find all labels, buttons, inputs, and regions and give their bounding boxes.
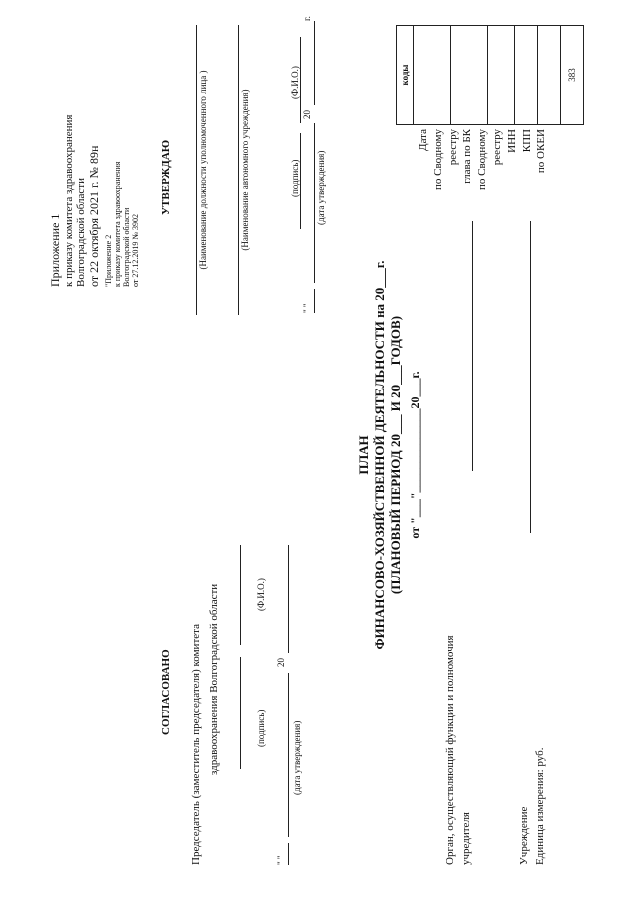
code-label-registry1: по Сводному	[431, 129, 444, 191]
appendix-line3: Волгоградской области	[75, 178, 87, 287]
approve-position-line	[196, 25, 197, 315]
code-label-registry1b: реестру	[446, 129, 459, 166]
agreed-name-line	[240, 545, 241, 645]
code-label-bk: глава по БК	[461, 129, 474, 184]
agreed-title: СОГЛАСОВАНО	[160, 649, 172, 735]
approve-signature-caption: (подпись)	[290, 159, 300, 197]
institution-value-line	[530, 221, 531, 533]
approve-day-line	[314, 289, 315, 313]
agreed-line1: Председатель (заместитель председателя) комитета	[190, 624, 202, 865]
appendix-block	[48, 27, 140, 287]
approve-year-line	[314, 21, 315, 105]
codes-labels	[416, 129, 549, 219]
agreed-year-line	[288, 545, 289, 653]
plan-title2: ФИНАНСОВО-ХОЗЯЙСТВЕННОЙ ДЕЯТЕЛЬНОСТИ на 20___г.	[372, 260, 387, 650]
agreed-name-caption: (Ф.И.О.)	[256, 578, 266, 611]
code-cell-registry	[451, 26, 488, 125]
appendix-prev4: от 27.12.2019 № 3902	[131, 213, 140, 287]
approve-year-prefix: 20	[302, 110, 312, 119]
agreed-date-caption: (дата утверждения)	[292, 720, 302, 795]
code-cell-date	[414, 26, 451, 125]
organ-value-line	[472, 221, 473, 471]
code-cell-inn	[515, 26, 538, 125]
plan-date-line: от "___"______________20___г.	[408, 371, 422, 539]
organ-label-line2: учредителя	[460, 812, 472, 865]
approve-date-caption: (дата утверждения)	[316, 150, 326, 225]
approve-title: УТВЕРЖДАЮ	[160, 139, 172, 215]
plan-title1: ПЛАН	[356, 435, 371, 475]
unit-label: Единица измерения: руб.	[534, 747, 546, 865]
code-cell-bk	[488, 26, 515, 125]
codes-table	[396, 25, 584, 125]
code-label-date: Дата	[417, 129, 429, 151]
approve-position-caption: (Наименование должности уполномоченного лица )	[198, 70, 208, 270]
approve-month-line	[314, 123, 315, 283]
appendix-line2: к приказу комитета здравоохранения	[63, 114, 75, 287]
approve-institution-line	[238, 25, 239, 315]
appendix-prev2: к приказу комитета здравоохранения	[113, 161, 122, 287]
agreed-signature-caption: (подпись)	[256, 709, 266, 747]
code-label-registry2: по Сводному	[476, 129, 489, 191]
code-label-okei: по ОКЕИ	[535, 129, 548, 174]
institution-label: Учреждение	[518, 806, 530, 865]
agreed-year-prefix: 20	[276, 658, 286, 667]
organ-label-line1: Орган, осуществляющий функции и полномочия	[444, 635, 456, 865]
code-label-registry2b: реестру	[490, 129, 503, 166]
agreed-day-line	[288, 843, 289, 865]
agreed-line2: здравоохранения Волгоградской области	[208, 583, 220, 775]
agreed-date-prefix: " "	[276, 855, 286, 865]
approve-name-caption: (Ф.И.О.)	[290, 66, 300, 99]
codes-header: коды	[397, 26, 414, 125]
code-cell-kpp	[538, 26, 561, 125]
approve-signature-line	[300, 133, 301, 229]
appendix-line1: Приложение 1	[48, 213, 62, 287]
agreed-month-line	[288, 673, 289, 837]
appendix-prev1: "Приложение 2	[104, 234, 113, 287]
plan-title3: (ПЛАНОВЫЙ ПЕРИОД 20___ И 20___ГОДОВ)	[388, 315, 403, 595]
appendix-prev3: Волгоградской области	[122, 207, 131, 287]
agreed-signature-line	[240, 657, 241, 769]
approve-name-line	[300, 37, 301, 123]
code-cell-okei: 383	[561, 26, 584, 125]
approve-year-suffix: г.	[302, 16, 312, 21]
approve-institution-caption: (Наименование автономного учреждения)	[240, 89, 250, 251]
code-label-inn: ИНН	[505, 129, 518, 153]
approve-date-prefix: " "	[302, 303, 312, 313]
code-label-kpp: КПП	[520, 129, 533, 153]
appendix-line4: от 22 октября 2021 г. № 89н	[87, 145, 101, 287]
